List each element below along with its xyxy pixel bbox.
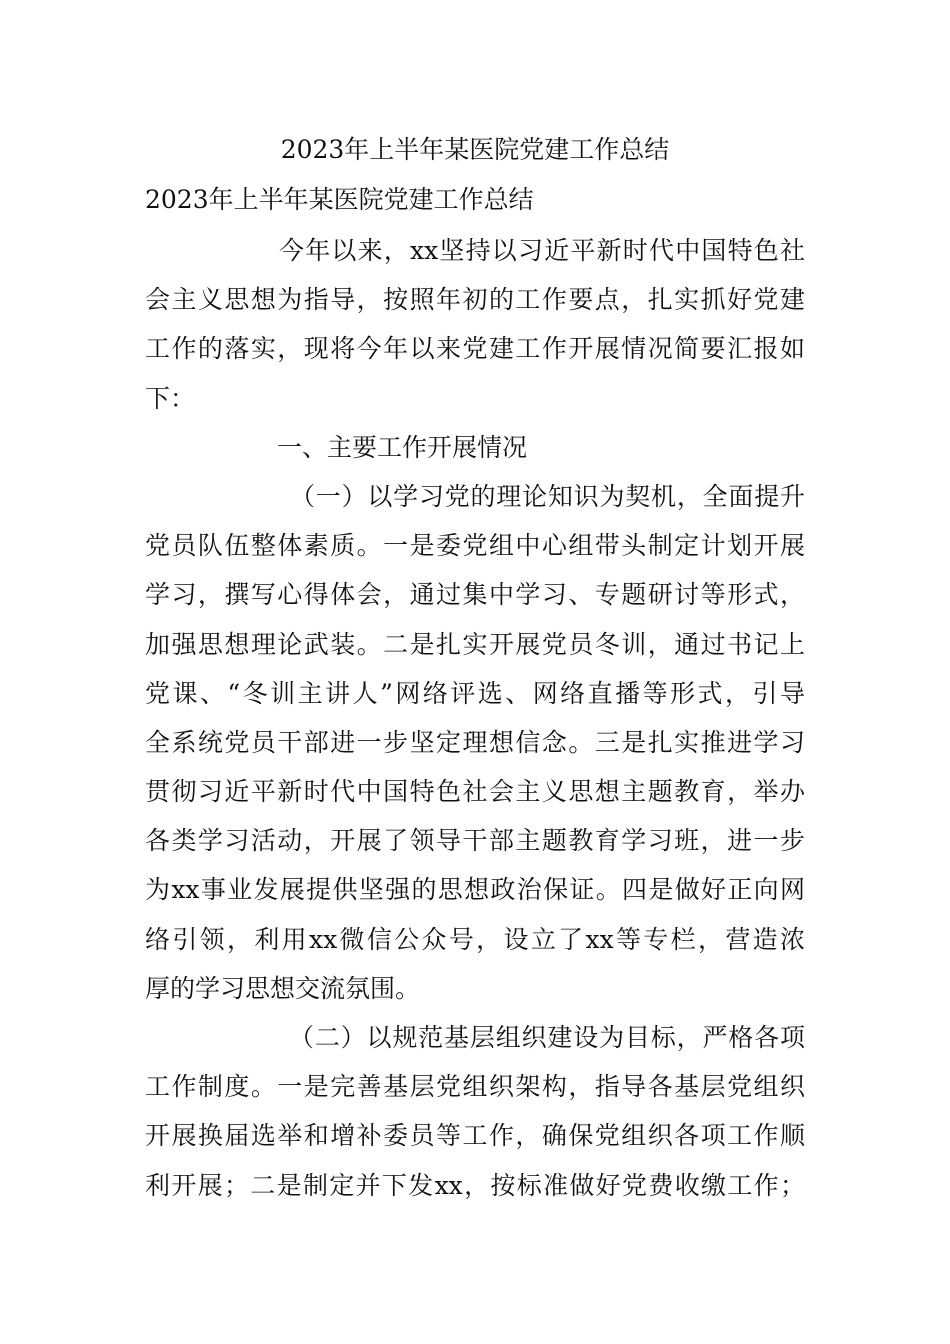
paragraph-line: 下： (145, 383, 196, 413)
paragraph-line: 工作制度。一是完善基层党组织架构，指导各基层党组织 (145, 1072, 805, 1102)
paragraph-line: 开展换届选举和增补委员等工作，确保党组织各项工作顺 (145, 1121, 805, 1151)
paragraph-line: 贯彻习近平新时代中国特色社会主义思想主题教育，举办 (145, 777, 805, 807)
paragraph-line: 今年以来，xx坚持以习近平新时代中国特色社 (279, 236, 805, 265)
section-heading: 一、主要工作开展情况 (277, 432, 528, 462)
paragraph-line: （一）以学习党的理论知识为契机，全面提升 (290, 481, 805, 511)
document-body (145, 226, 805, 1210)
paragraph-line: 厚的学习思想交流氛围。 (145, 973, 421, 1003)
document-title: 2023年上半年某医院党建工作总结 (280, 135, 670, 164)
document-subtitle: 2023年上半年某医院党建工作总结 (145, 185, 534, 214)
paragraph-line: 学习，撰写心得体会，通过集中学习、专题研讨等形式， (145, 580, 805, 610)
paragraph-line: 工作的落实，现将今年以来党建工作开展情况简要汇报如 (145, 334, 805, 364)
paragraph-line: 为xx事业发展提供坚强的思想政治保证。四是做好正向网 (145, 875, 805, 905)
paragraph-line: 党课、“冬训主讲人”网络评选、网络直播等形式，引导 (145, 678, 805, 708)
paragraph-line: 加强思想理论武装。二是扎实开展党员冬训，通过书记上 (145, 629, 805, 659)
paragraph-line: （二）以规范基层组织建设为目标，严格各项 (289, 1023, 805, 1052)
paragraph-line: 络引领，利用xx微信公众号，设立了xx等专栏，营造浓 (145, 924, 805, 954)
paragraph-line: 党员队伍整体素质。一是委党组中心组带头制定计划开展 (145, 531, 805, 561)
paragraph-line: 会主义思想为指导，按照年初的工作要点，扎实抓好党建 (145, 285, 805, 315)
paragraph-line: 各类学习活动，开展了领导干部主题教育学习班，进一步 (145, 826, 805, 856)
paragraph-line: 全系统党员干部进一步坚定理想信念。三是扎实推进学习 (145, 727, 805, 757)
paragraph-line: 利开展；二是制定并下发xx，按标准做好党费收缴工作； (145, 1170, 805, 1200)
